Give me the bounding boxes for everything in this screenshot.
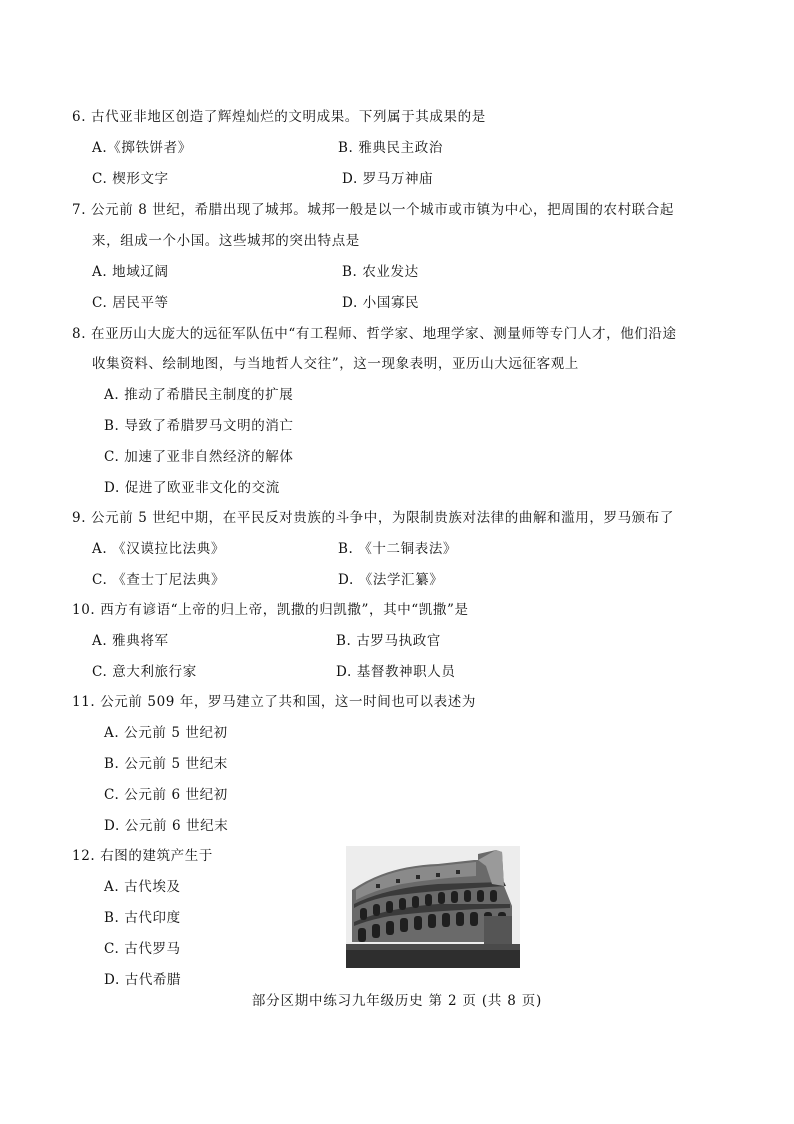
question-8-option-d: D. 促进了欧亚非文化的交流: [104, 480, 280, 496]
question-12-stem: [72, 847, 213, 865]
question-10-option-a: A. 雅典将军: [92, 633, 169, 649]
question-8-stem: [72, 325, 677, 343]
question-6-stem: [72, 108, 486, 126]
question-7-option-d: D. 小国寡民: [342, 295, 420, 311]
question-number: 9.: [72, 510, 87, 526]
question-12-option-d: D. 古代希腊: [104, 972, 182, 988]
question-7-option-b: B. 农业发达: [342, 264, 419, 280]
question-8-option-b: B. 导致了希腊罗马文明的消亡: [104, 418, 294, 434]
question-9-option-d: D. 《法学汇纂》: [338, 572, 444, 588]
question-text: 右图的建筑产生于: [100, 848, 213, 864]
question-11-option-c: C. 公元前 6 世纪初: [104, 787, 228, 803]
question-8-option-a: A. 推动了希腊民主制度的扩展: [104, 387, 294, 403]
colosseum-photo: [346, 846, 520, 968]
question-12-option-b: B. 古代印度: [104, 910, 181, 926]
question-number: 7.: [72, 202, 87, 218]
question-6-option-d: D. 罗马万神庙: [342, 171, 434, 187]
question-7-option-c: C. 居民平等: [92, 295, 169, 311]
question-number: 10.: [72, 602, 96, 618]
question-6-option-b: B. 雅典民主政治: [338, 140, 443, 156]
question-11-option-d: D. 公元前 6 世纪末: [104, 818, 229, 834]
question-9-stem: [72, 509, 674, 527]
question-number: 8.: [72, 326, 87, 342]
question-10-option-c: C. 意大利旅行家: [92, 664, 197, 680]
question-12-option-a: A. 古代埃及: [104, 879, 181, 895]
question-6-option-c: C. 楔形文字: [92, 171, 169, 187]
question-number: 11.: [72, 694, 96, 710]
question-8-stem-cont: 收集资料、绘制地图，与当地哲人交往”，这一现象表明，亚历山大远征客观上: [92, 356, 579, 372]
question-text: 公元前 8 世纪，希腊出现了城邦。城邦一般是以一个城市或市镇为中心，把周围的农村联合起: [91, 202, 674, 218]
question-number: 12.: [72, 848, 96, 864]
question-8-option-c: C. 加速了亚非自然经济的解体: [104, 449, 294, 465]
question-10-option-d: D. 基督教神职人员: [336, 664, 456, 680]
question-9-option-a: A. 《汉谟拉比法典》: [92, 541, 225, 557]
question-10-stem: [72, 601, 469, 619]
question-10-option-b: B. 古罗马执政官: [336, 633, 441, 649]
question-11-option-b: B. 公元前 5 世纪末: [104, 756, 228, 772]
question-6-option-a: A.《掷铁饼者》: [92, 140, 192, 156]
question-11-stem: [72, 693, 476, 711]
question-7-stem-cont: 来，组成一个小国。这些城邦的突出特点是: [92, 233, 360, 249]
question-7-option-a: A. 地域辽阔: [92, 264, 169, 280]
page-footer: 部分区期中练习九年级历史 第 2 页 (共 8 页): [251, 993, 543, 1009]
question-12-option-c: C. 古代罗马: [104, 941, 181, 957]
question-9-option-c: C. 《查士丁尼法典》: [92, 572, 226, 588]
question-number: 6.: [72, 109, 87, 125]
question-11-option-a: A. 公元前 5 世纪初: [104, 725, 228, 741]
question-text: 西方有谚语“上帝的归上帝，凯撒的归凯撒”，其中“凯撒”是: [100, 602, 469, 618]
question-7-stem: [72, 201, 674, 219]
question-text: 公元前 5 世纪中期，在平民反对贵族的斗争中，为限制贵族对法律的曲解和滥用，罗马颁布了: [91, 510, 674, 526]
question-text: 在亚历山大庞大的远征军队伍中“有工程师、哲学家、地理学家、测量师等专门人才，他们沿途: [91, 326, 677, 342]
question-9-option-b: B. 《十二铜表法》: [338, 541, 458, 557]
question-text: 公元前 509 年，罗马建立了共和国，这一时间也可以表述为: [100, 694, 476, 710]
question-text: 古代亚非地区创造了辉煌灿烂的文明成果。下列属于其成果的是: [91, 109, 486, 125]
colosseum-icon: [346, 846, 520, 968]
